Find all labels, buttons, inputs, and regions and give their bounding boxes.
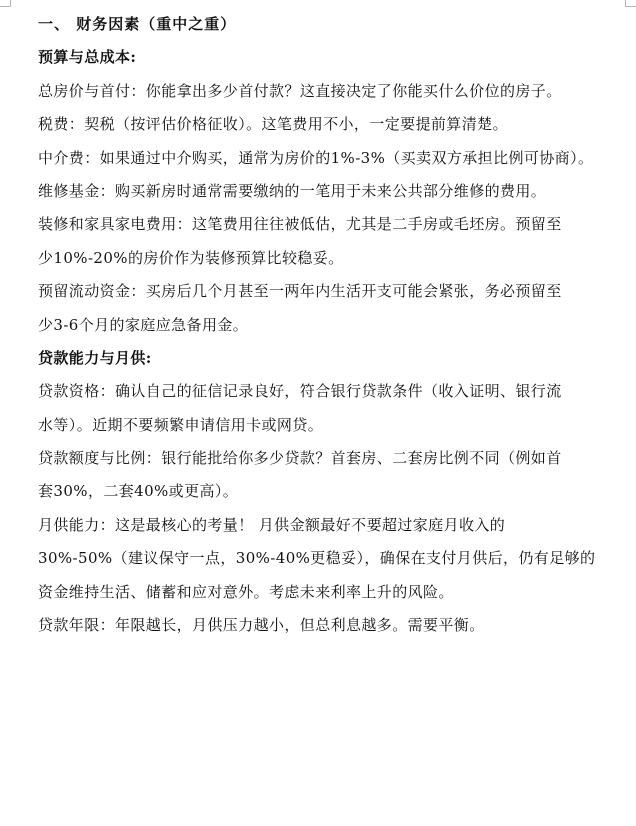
- paragraph-line: 少10%-20%的房价作为装修预算比较稳妥。: [38, 248, 344, 267]
- paragraph-line: 资金维持生活、储蓄和应对意外。考虑未来利率上升的风险。: [38, 582, 454, 601]
- paragraph-line: 贷款年限：年限越长，月供压力越小，但总利息越多。需要平衡。: [38, 616, 485, 635]
- paragraph-line: 中介费：如果通过中介购买，通常为房价的1%-3%（买卖双方承担比例可协商）。: [38, 148, 594, 167]
- budget-heading: 预算与总成本:: [38, 48, 137, 67]
- section-title: 一、 财务因素（重中之重）: [38, 15, 237, 33]
- paragraph-line: 少3-6个月的家庭应急备用金。: [38, 315, 249, 334]
- paragraph-line: 贷款额度与比例：银行能批给你多少贷款？首套房、二套房比例不同（例如首: [38, 449, 562, 468]
- paragraph-line: 水等）。近期不要频繁申请信用卡或网贷。: [38, 415, 324, 434]
- document-body: [38, 8, 618, 642]
- paragraph-line: 装修和家具家电费用：这笔费用往往被低估，尤其是二手房或毛坯房。预留至: [38, 215, 562, 234]
- page-corner-mark-right: [625, 0, 636, 7]
- paragraph-line: 维修基金：购买新房时通常需要缴纳的一笔用于未来公共部分维修的费用。: [38, 181, 547, 200]
- loan-heading: 贷款能力与月供:: [38, 348, 152, 367]
- paragraph-line: 预留流动资金：买房后几个月甚至一两年内生活开支可能会紧张，务必预留至: [38, 282, 562, 301]
- paragraph-line: 30%-50%（建议保守一点，30%-40%更稳妥），确保在支付月供后，仍有足够的: [38, 549, 596, 568]
- paragraph-line: 套30%，二套40%或更高）。: [38, 482, 239, 501]
- paragraph-line: 贷款资格：确认自己的征信记录良好，符合银行贷款条件（收入证明、银行流: [38, 382, 562, 401]
- paragraph-line: 总房价与首付：你能拿出多少首付款？这直接决定了你能买什么价位的房子。: [38, 81, 562, 100]
- page-corner-mark-left: [0, 0, 11, 7]
- paragraph-line: 税费：契税（按评估价格征收）。这笔费用不小，一定要提前算清楚。: [38, 115, 508, 134]
- paragraph-line: 月供能力：这是最核心的考量！ 月供金额最好不要超过家庭月收入的: [38, 515, 506, 534]
